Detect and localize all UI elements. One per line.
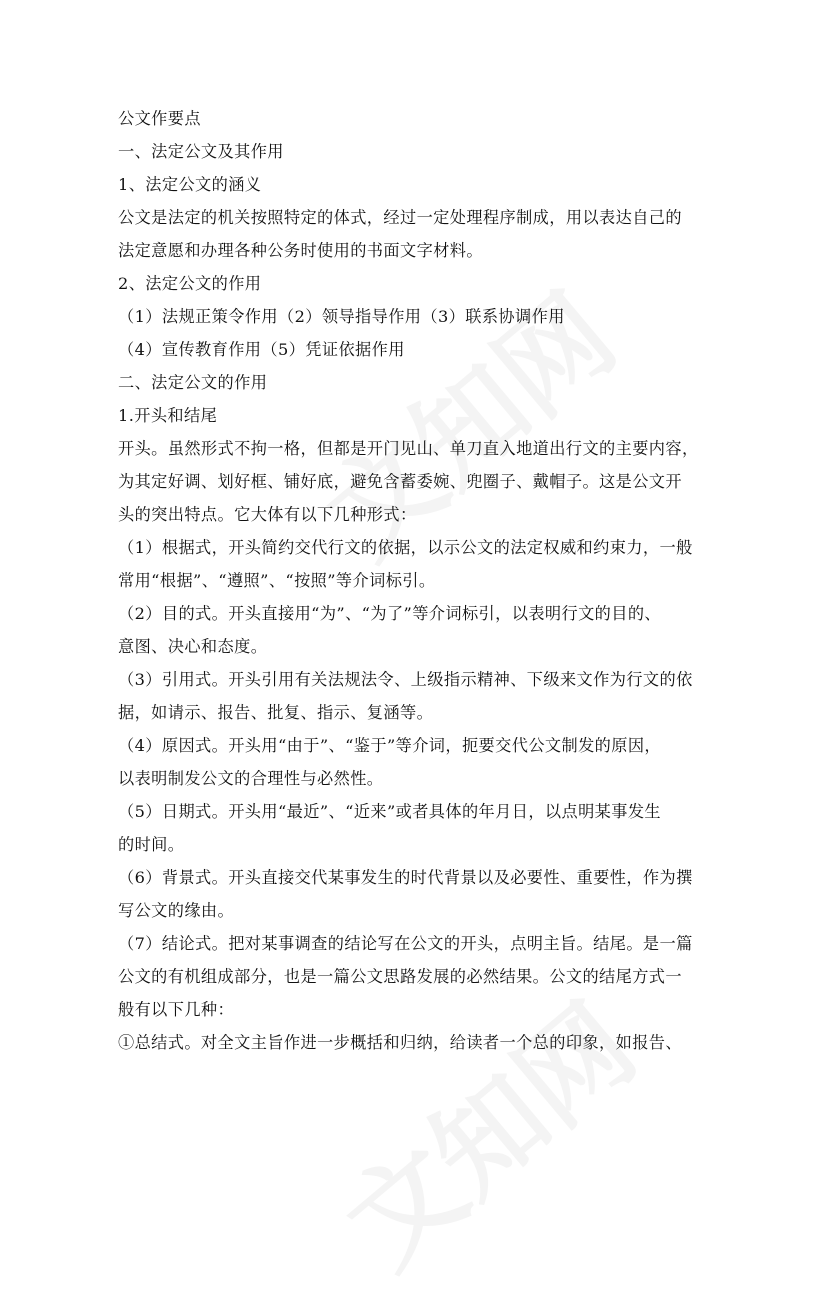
- paragraph-line: 为其定好调、划好框、铺好底，避免含蓄委婉、兜圈子、戴帽子。这是公文开: [118, 472, 682, 491]
- paragraph-line: （5）日期式。开头用“最近”、“近来”或者具体的年月日，以点明某事发生: [118, 802, 662, 821]
- paragraph-line: ①总结式。对全文主旨作进一步概括和归纳，给读者一个总的印象，如报告、: [118, 1033, 682, 1052]
- paragraph-line: （1）根据式，开头简约交代行文的依据，以示公文的法定权威和约束力，一般: [118, 538, 693, 557]
- paragraph-line: 以表明制发公文的合理性与必然性。: [118, 769, 384, 788]
- paragraph-line: 开头。虽然形式不拘一格，但都是开门见山、单刀直入地道出行文的主要内容，: [118, 439, 699, 458]
- paragraph-line: 写公文的缘由。: [118, 901, 235, 920]
- paragraph-line: （2）目的式。开头直接用“为”、“为了”等介词标引，以表明行文的目的、: [118, 604, 662, 623]
- paragraph-line: 意图、决心和态度。: [118, 637, 268, 656]
- paragraph-line: 法定意愿和办理各种公务时使用的书面文字材料。: [118, 241, 483, 260]
- subsection-heading-1-1: 1、法定公文的涵义: [118, 175, 262, 194]
- section-heading-2: 二、法定公文的作用: [118, 373, 268, 392]
- paragraph-line: 般有以下几种：: [118, 1000, 235, 1019]
- paragraph-line: 公文是法定的机关按照特定的体式，经过一定处理程序制成，用以表达自己的: [118, 208, 682, 227]
- paragraph-line: （3）引用式。开头引用有关法规法令、上级指示精神、下级来文作为行文的依: [118, 670, 693, 689]
- list-line: （4）宣传教育作用（5）凭证依据作用: [118, 340, 405, 359]
- paragraph-line: 公文的有机组成部分，也是一篇公文思路发展的必然结果。公文的结尾方式一: [118, 967, 682, 986]
- subsection-heading-2-1: 1.开头和结尾: [118, 406, 218, 425]
- paragraph-line: （7）结论式。把对某事调查的结论写在公文的开头，点明主旨。结尾。是一篇: [118, 934, 693, 953]
- paragraph-line: 的时间。: [118, 835, 185, 854]
- section-heading-1: 一、法定公文及其作用: [118, 142, 284, 161]
- list-line: （1）法规正策令作用（2）领导指导作用（3）联系协调作用: [118, 307, 565, 326]
- paragraph-line: 常用“根据”、“遵照”、“按照”等介词标引。: [118, 571, 436, 590]
- document-title: 公文作要点: [118, 109, 201, 128]
- paragraph-line: （4）原因式。开头用“由于”、“鉴于”等介词，扼要交代公文制发的原因，: [118, 736, 662, 755]
- paragraph-line: 头的突出特点。它大体有以下几种形式：: [118, 505, 417, 524]
- paragraph-line: 据，如请示、报告、批复、指示、复涵等。: [118, 703, 434, 722]
- subsection-heading-1-2: 2、法定公文的作用: [118, 274, 262, 293]
- paragraph-line: （6）背景式。开头直接交代某事发生的时代背景以及必要性、重要性，作为撰: [118, 868, 693, 887]
- document-body: [118, 102, 718, 1059]
